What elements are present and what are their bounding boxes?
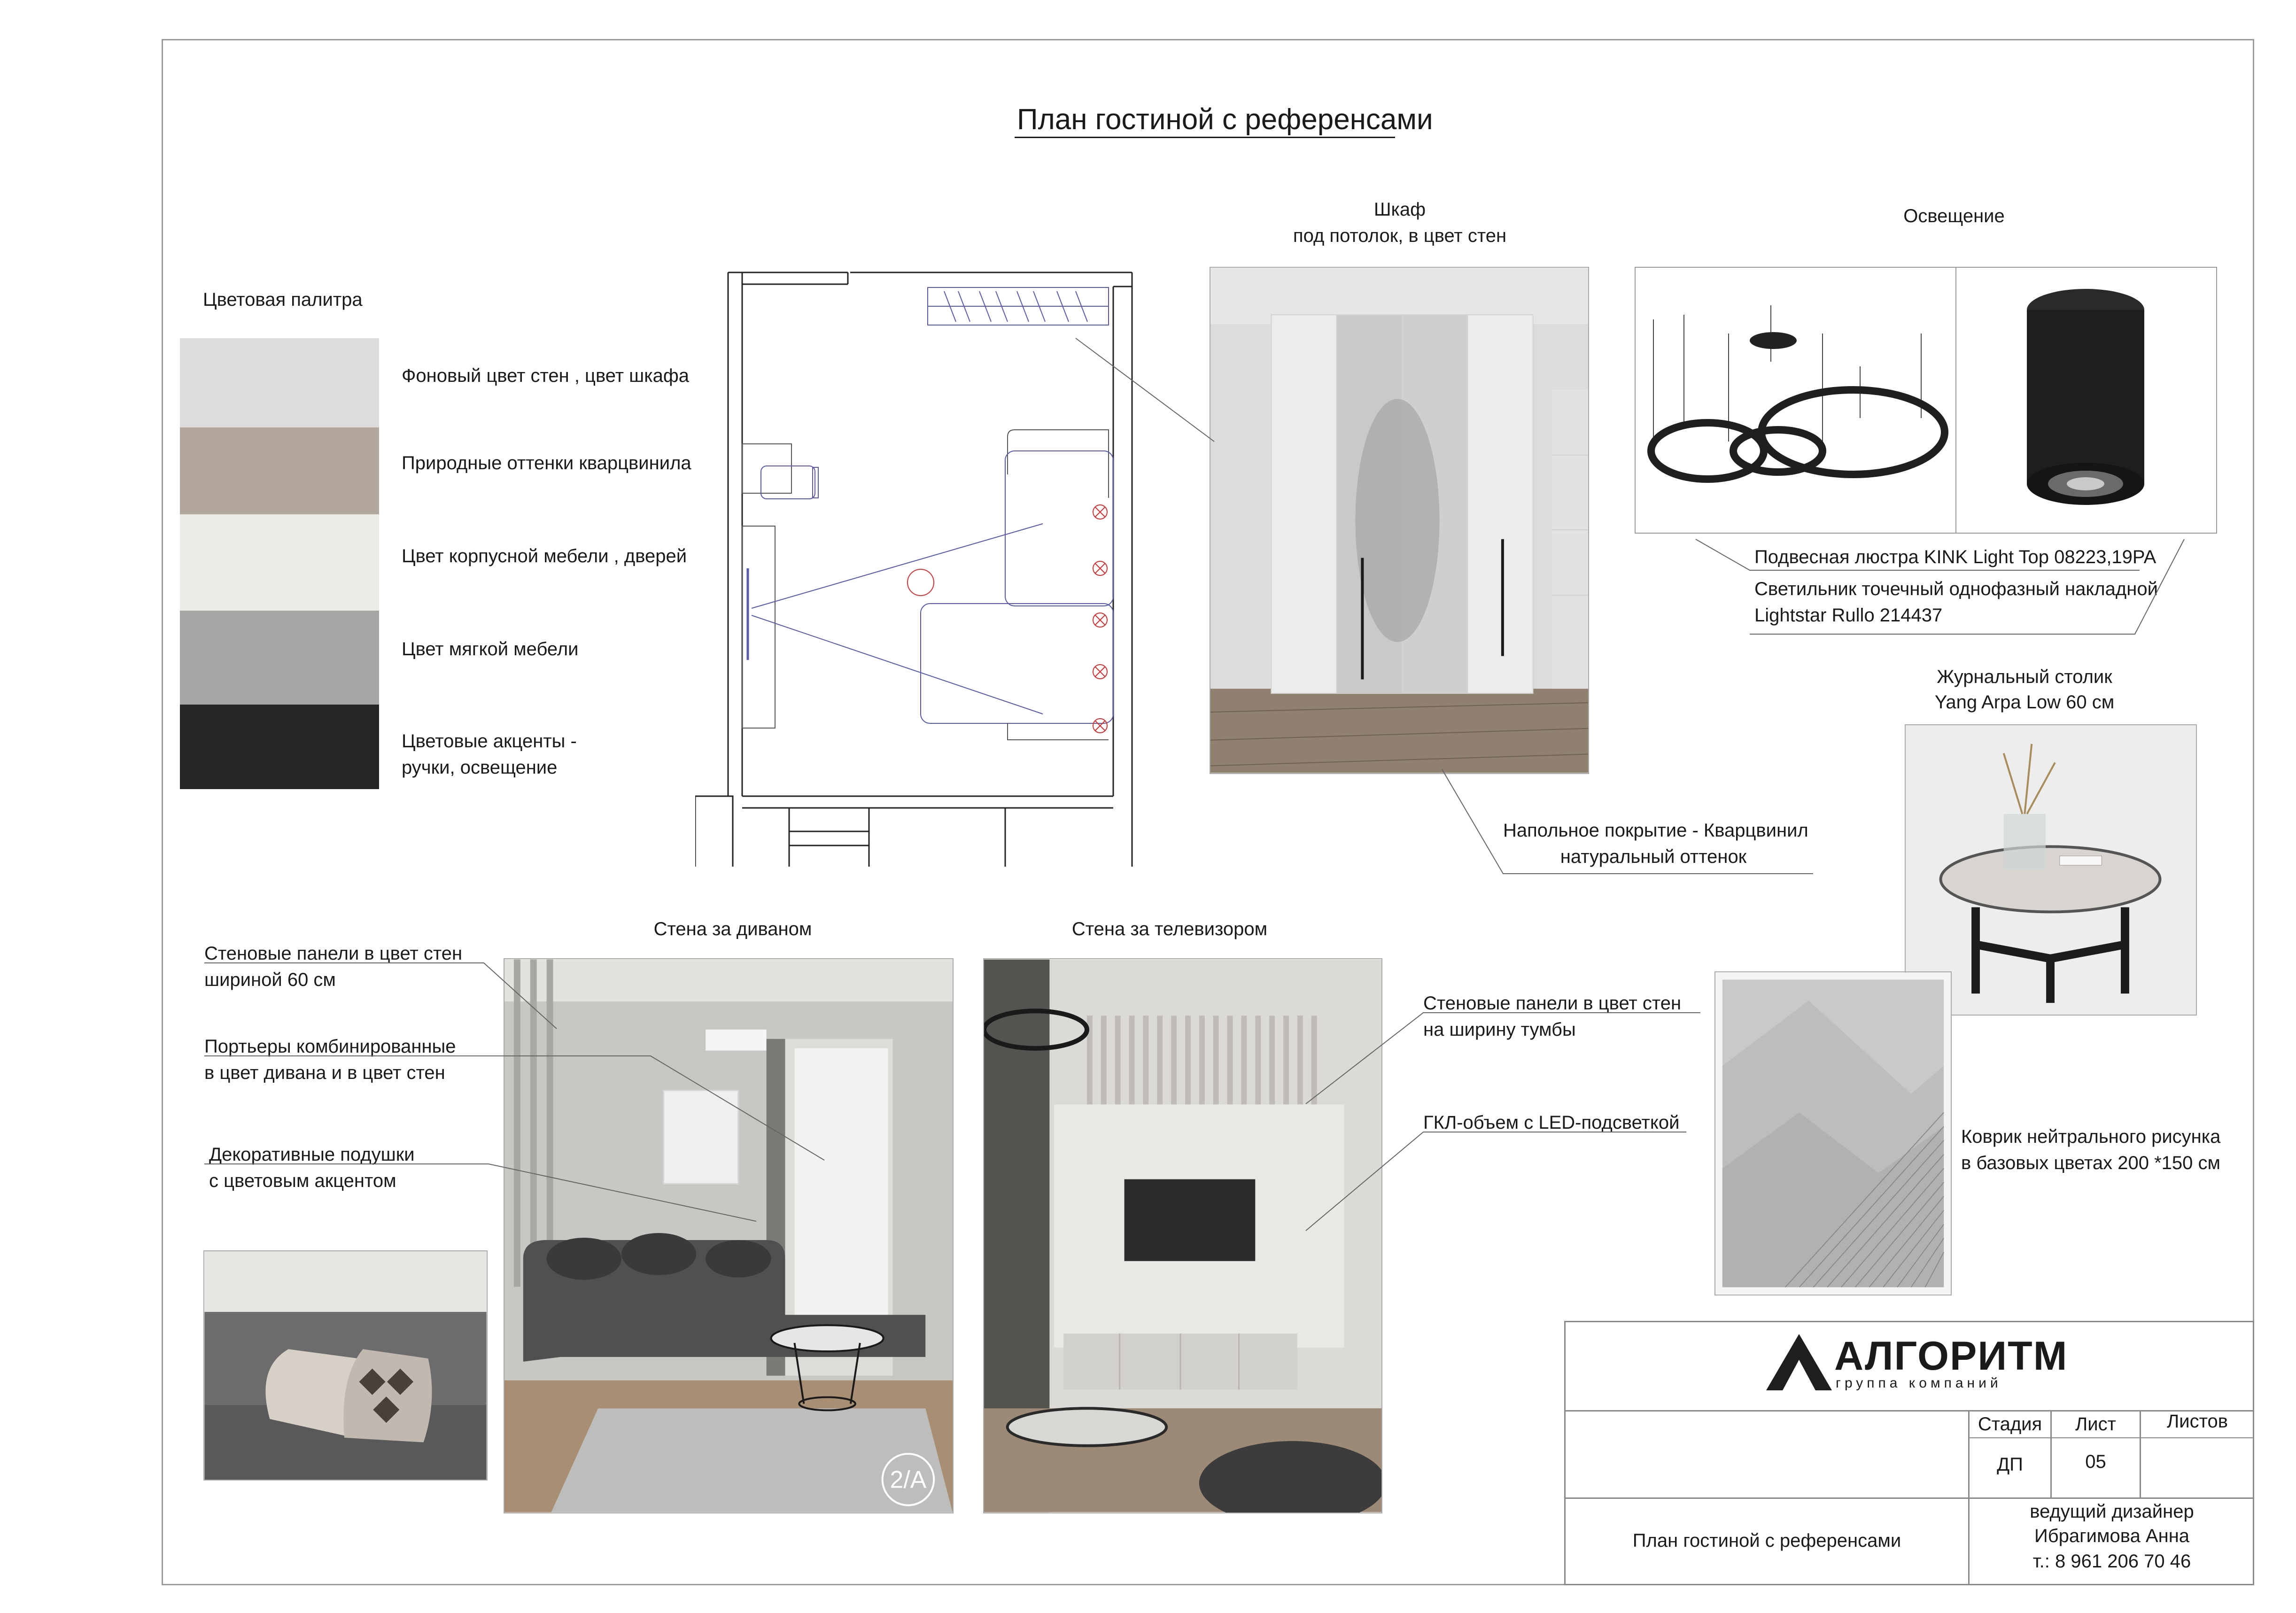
spotlight-caption-1: Светильник точечный однофазный накладной [1754,579,2158,599]
sofa-note-curtains-1: Портьеры комбинированные [204,1036,456,1057]
tb-sheet-header: Лист [2075,1414,2116,1435]
chandelier-image [1639,277,1949,526]
swatch-walls [180,338,379,427]
swatch-label-accent-2: ручки, освещение [402,757,558,778]
lighting-heading: Освещение [1903,206,2005,226]
coffee-table-title-2: Yang Arpa Low 60 см [1934,692,2115,713]
floor-caption-1: Напольное покрытие - Кварцвинил [1503,820,1808,841]
tb-designer-role: ведущий дизайнер [2030,1501,2194,1522]
tb-stage-value: ДП [1997,1454,2023,1475]
swatch-label-cabinet: Цвет корпусной мебели , дверей [402,546,687,566]
sofa-wall-heading: Стена за диваном [653,919,812,939]
sofa-note-panels-1: Стеновые панели в цвет стен [204,943,463,964]
floor-caption-2: натуральный оттенок [1560,846,1747,867]
title-underline [1015,137,1395,138]
rug-caption-1: Коврик нейтрального рисунка [1961,1126,2221,1147]
tv-wall-photo [983,958,1382,1513]
rug-caption-2: в базовых цветах 200 *150 см [1961,1153,2221,1173]
wardrobe-photo [1210,267,1589,774]
tb-sheets-header: Листов [2167,1411,2228,1432]
tv-note-panels-1: Стеновые панели в цвет стен [1423,993,1682,1014]
swatch-cabinet [180,514,379,611]
tb-line-h3 [1968,1437,2254,1438]
swatch-accent [180,705,379,789]
palette-heading: Цветовая палитра [203,289,363,310]
wardrobe-title-2: под потолок, в цвет стен [1293,225,1507,246]
swatch-label-soft: Цвет мягкой мебели [402,639,579,659]
rug-photo [1714,971,1952,1295]
tb-sheet-value: 05 [2085,1451,2106,1472]
page-title: План гостиной с референсами [1017,103,1433,136]
tv-note-gkl: ГКЛ-объем с LED-подсветкой [1423,1112,1680,1133]
tb-designer-phone: т.: 8 961 206 70 46 [2032,1551,2191,1572]
lighting-divider [1955,267,1956,534]
spotlight-image [2010,282,2161,526]
spotlight-caption-2: Lightstar Rullo 214437 [1754,605,1943,626]
coffee-table-title-1: Журнальный столик [1937,667,2112,687]
logo-name: АЛГОРИТМ [1834,1334,2068,1379]
tb-stage-header: Стадия [1978,1414,2042,1435]
swatch-label-walls: Фоновый цвет стен , цвет шкафа [402,365,689,386]
chandelier-caption: Подвесная люстра KINK Light Top 08223,19PA [1754,547,2156,567]
sofa-note-pillows-1: Декоративные подушки [209,1144,415,1165]
tb-line-h2 [1564,1497,2254,1499]
tv-wall-heading: Стена за телевизором [1071,919,1268,939]
tb-drawing-name: План гостиной с референсами [1632,1530,1901,1551]
floor-plan [695,263,1146,874]
swatch-vinyl [180,427,379,514]
logo-subtitle: группа компаний [1836,1375,2002,1391]
sofa-note-curtains-2: в цвет дивана и в цвет стен [204,1062,445,1083]
swatch-label-accent-1: Цветовые акценты - [402,731,577,752]
pillows-photo [203,1250,488,1481]
sofa-note-panels-2: шириной 60 см [204,969,336,990]
stamp-text: 2/A [890,1466,927,1493]
sofa-wall-photo [504,958,954,1513]
tv-note-panels-2: на ширину тумбы [1423,1019,1576,1040]
swatch-soft-furniture [180,611,379,705]
algoritm-logo-icon [1764,1329,1834,1395]
swatch-label-vinyl: Природные оттенки кварцвинила [402,453,691,473]
wardrobe-title-1: Шкаф [1373,199,1426,220]
tb-designer-name: Ибрагимова Анна [2034,1526,2190,1546]
sofa-note-pillows-2: с цветовым акцентом [209,1171,396,1191]
